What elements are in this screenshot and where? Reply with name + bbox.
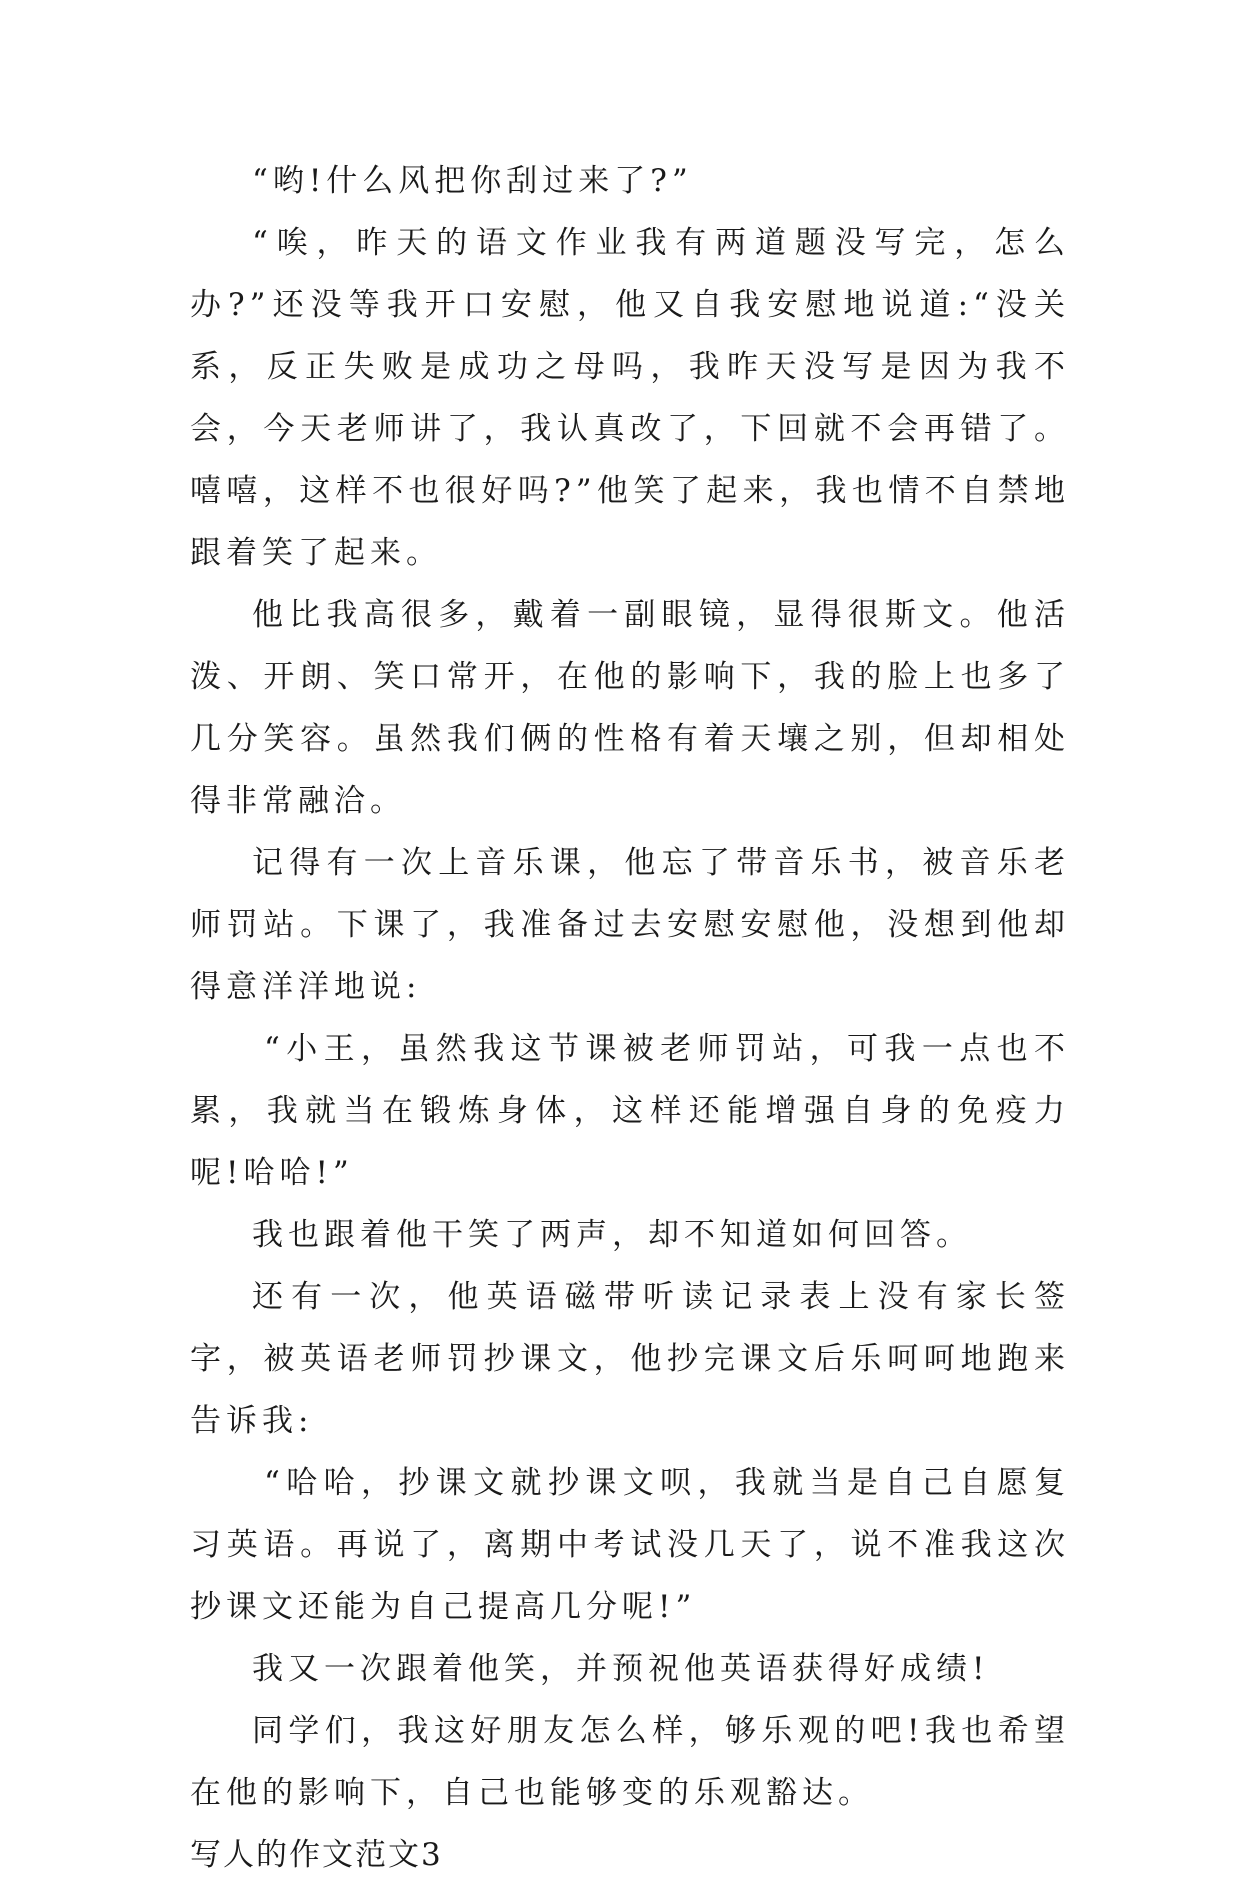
paragraph-4: 记得有一次上音乐课，他忘了带音乐书，被音乐老师罚站。下课了，我准备过去安慰安慰他，没想到他却得意洋洋地说: [190, 845, 1070, 1005]
paragraph-1: “哟!什么风把你刮过来了?” [252, 163, 693, 199]
paragraph-3: 他比我高很多，戴着一副眼镜，显得很斯文。他活泼、开朗、笑口常开，在他的影响下，我的脸上也多了几分笑容。虽然我们俩的性格有着天壤之别，但却相处得非常融洽。 [190, 597, 1070, 819]
paragraph-6: 我也跟着他干笑了两声，却不知道如何回答。 [252, 1217, 972, 1253]
section-heading: 写人的作文范文3 [190, 1837, 443, 1873]
paragraph-7: 还有一次，他英语磁带听读记录表上没有家长签字，被英语老师罚抄课文，他抄完课文后乐呵呵地跑来告诉我: [190, 1279, 1070, 1439]
document-page [190, 150, 1070, 1886]
paragraph-9: 我又一次跟着他笑，并预祝他英语获得好成绩! [252, 1651, 990, 1687]
paragraph-8: “哈哈，抄课文就抄课文呗，我就当是自己自愿复习英语。再说了，离期中考试没几天了，说不准我这次抄课文还能为自己提高几分呢!” [190, 1465, 1070, 1625]
paragraph-2: “唉，昨天的语文作业我有两道题没写完，怎么办?”还没等我开口安慰，他又自我安慰地说道:“没关系，反正失败是成功之母吗，我昨天没写是因为我不会，今天老师讲了，我认真改了，下回就不会再错了。嘻嘻，这样不也很好吗?”他笑了起来，我也情不自禁地跟着笑了起来。 [190, 225, 1070, 571]
paragraph-10: 同学们，我这好朋友怎么样，够乐观的吧!我也希望在他的影响下，自己也能够变的乐观豁达。 [190, 1713, 1070, 1811]
paragraph-5: “小王，虽然我这节课被老师罚站，可我一点也不累，我就当在锻炼身体，这样还能增强自身的免疫力呢!哈哈!” [190, 1031, 1070, 1191]
